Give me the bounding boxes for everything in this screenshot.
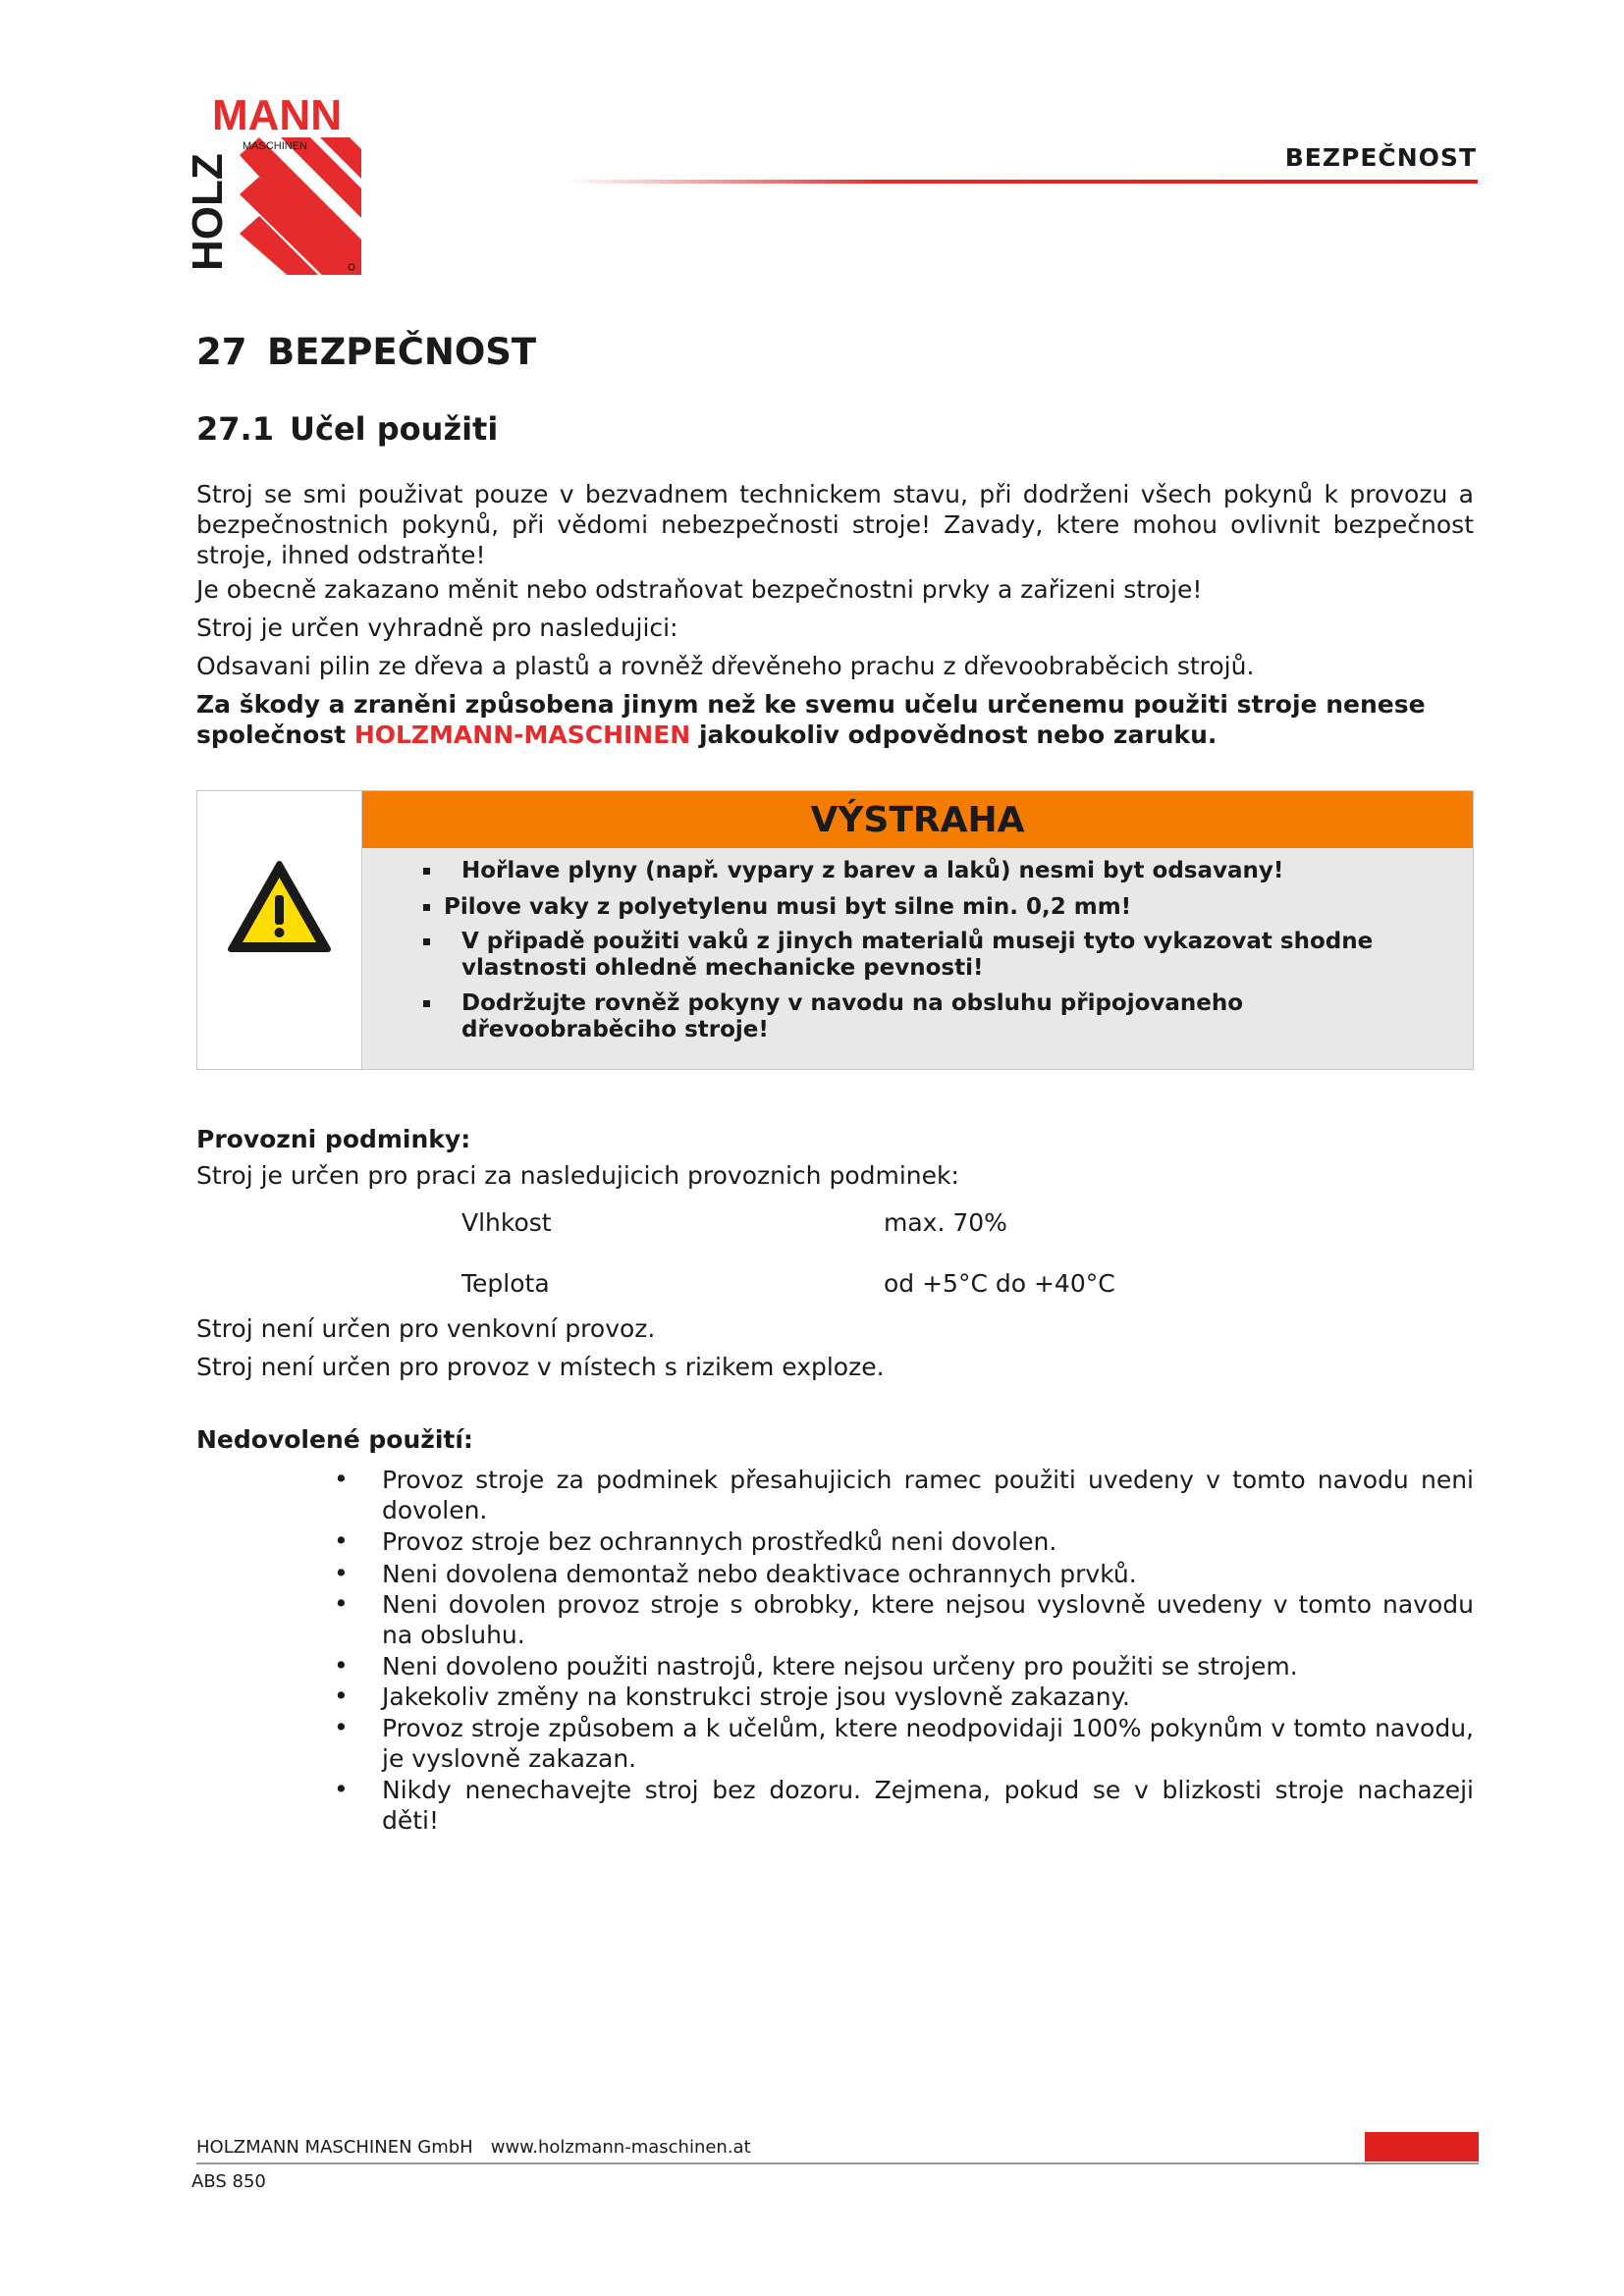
footer-red-block [1365,2132,1479,2162]
condition-label-temperature: Teplota [461,1269,550,1298]
prohibited-item: Provoz stroje za podminek přesahujicich ramec použiti uvedeny v tomto navodu neni dovolen. [382,1466,1474,1524]
bullet-square [423,904,430,911]
intro-paragraph-4: Odsavani pilin ze dřeva a plastů a rovněž dřevěneho prachu z dřevoobraběcich strojů. [196,652,1255,680]
prohibited-item: Neni dovolen provoz stroje s obrobky, ktere nejsou vyslovně uvedeny v tomto navodu na obsluhu. [382,1590,1474,1649]
prohibited-item: Neni dovolena demontaž nebo deaktivace ochrannych prvků. [382,1560,1137,1588]
header-divider [565,180,1478,184]
bullet-dot: • [334,1682,349,1710]
condition-value-temperature: od +5°C do +40°C [884,1269,1115,1298]
warning-icon-cell [197,791,362,1069]
warning-title: VÝSTRAHA [362,791,1473,848]
prohibited-item: Neni dovoleno použiti nastrojů, ktere nejsou určeny pro použiti se strojem. [382,1652,1298,1681]
warning-item: V připadě použiti vaků z jinych materialů museji tyto vykazovat shodne vlastnosti ohledně mechanicke pevnosti! [423,929,1405,982]
conditions-note-outdoor: Stroj není určen pro venkovní provoz. [196,1314,656,1343]
liability-text-b: jakoukoliv odpovědnost nebo zaruku. [690,721,1218,749]
section-number: 27 [196,331,247,373]
warning-triangle-icon [227,860,332,953]
bullet-dot: • [334,1775,349,1803]
logo-maschinen-text: MASCHINEN [243,140,308,152]
liability-paragraph [196,689,1474,750]
prohibited-item: Provoz stroje způsobem a k učelům, ktere neodpovidaji 100% pokynům v tomto navodu, je vyslovně zakazan. [382,1714,1474,1773]
section-title: BEZPEČNOST [267,331,537,373]
brand-name: HOLZMANN-MASCHINEN [353,721,691,749]
footer-company: HOLZMANN MASCHINEN GmbH [196,2137,473,2158]
section-heading [196,331,536,373]
logo-holz-text: HOLZ [184,153,232,271]
header-title: BEZPEČNOST [1284,143,1477,172]
conditions-note-explosion: Stroj není určen pro provoz v místech s rizikem exploze. [196,1353,885,1381]
bullet-dot: • [334,1465,349,1493]
subsection-number: 27.1 [196,410,274,448]
footer-model: ABS 850 [191,2171,266,2192]
conditions-heading: Provozni podminky: [196,1125,471,1153]
condition-label-humidity: Vlhkost [461,1208,552,1237]
intro-paragraph-1: Stroj se smi použivat pouze v bezvadnem technickem stavu, při dodrženi všech pokynů k provozu a bezpečnostnich pokynů, při vědomi nebezpečnosti stroje! Zavady, ktere mohou ovlivnit bezpečnost stroje, ihned odstraňte! [196,480,1474,569]
intro-paragraph-3: Stroj je určen vyhradně pro nasledujici: [196,614,678,642]
warning-body [362,848,1473,1069]
bullet-square [423,1000,430,1007]
conditions-intro: Stroj je určen pro praci za nasledujicich provoznich podminek: [196,1161,959,1190]
bullet-dot: • [334,1559,349,1587]
intro-paragraph-2: Je obecně zakazano měnit nebo odstraňovat bezpečnostni prvky a zařizeni stroje! [196,575,1203,604]
bullet-square [423,868,430,875]
subsection-title: Učel použiti [290,410,499,448]
liability-text-a: Za škody a zraněni způsobena jinym než ke svemu učelu určenemu použiti stroje nenese společnost [196,690,1426,749]
subsection-heading [196,410,498,448]
condition-value-humidity: max. 70% [884,1208,1007,1237]
bullet-square [423,938,430,945]
bullet-dot: • [334,1526,349,1555]
footer-company-line [196,2137,751,2158]
bullet-dot: • [334,1651,349,1680]
bullet-dot: • [334,1589,349,1618]
prohibited-item: Nikdy nenechavejte stroj bez dozoru. Zejmena, pokud se v blizkosti stroje nachazeji děti! [382,1776,1474,1835]
warning-item: Pilove vaky z polyetylenu musi byt silne min. 0,2 mm! [423,894,1131,921]
warning-box [196,790,1474,1070]
bullet-dot: • [334,1713,349,1741]
warning-item: Hořlave plyny (např. vypary z barev a laků) nesmi byt odsavany! [423,858,1283,884]
footer-url[interactable]: www.holzmann-maschinen.at [490,2137,751,2158]
footer-divider [196,2163,1479,2164]
prohibited-item: Jakekoliv změny na konstrukci stroje jsou vyslovně zakazany. [382,1682,1130,1711]
logo-mann-text: MANN [212,96,342,139]
prohibited-item: Provoz stroje bez ochrannych prostředků neni dovolen. [382,1527,1057,1556]
prohibited-heading: Nedovolené použití: [196,1425,473,1454]
holzmann-logo [183,96,361,275]
warning-item: Dodržujte rovněž pokyny v navodu na obsluhu připojovaneho dřevoobraběciho stroje! [423,990,1405,1043]
